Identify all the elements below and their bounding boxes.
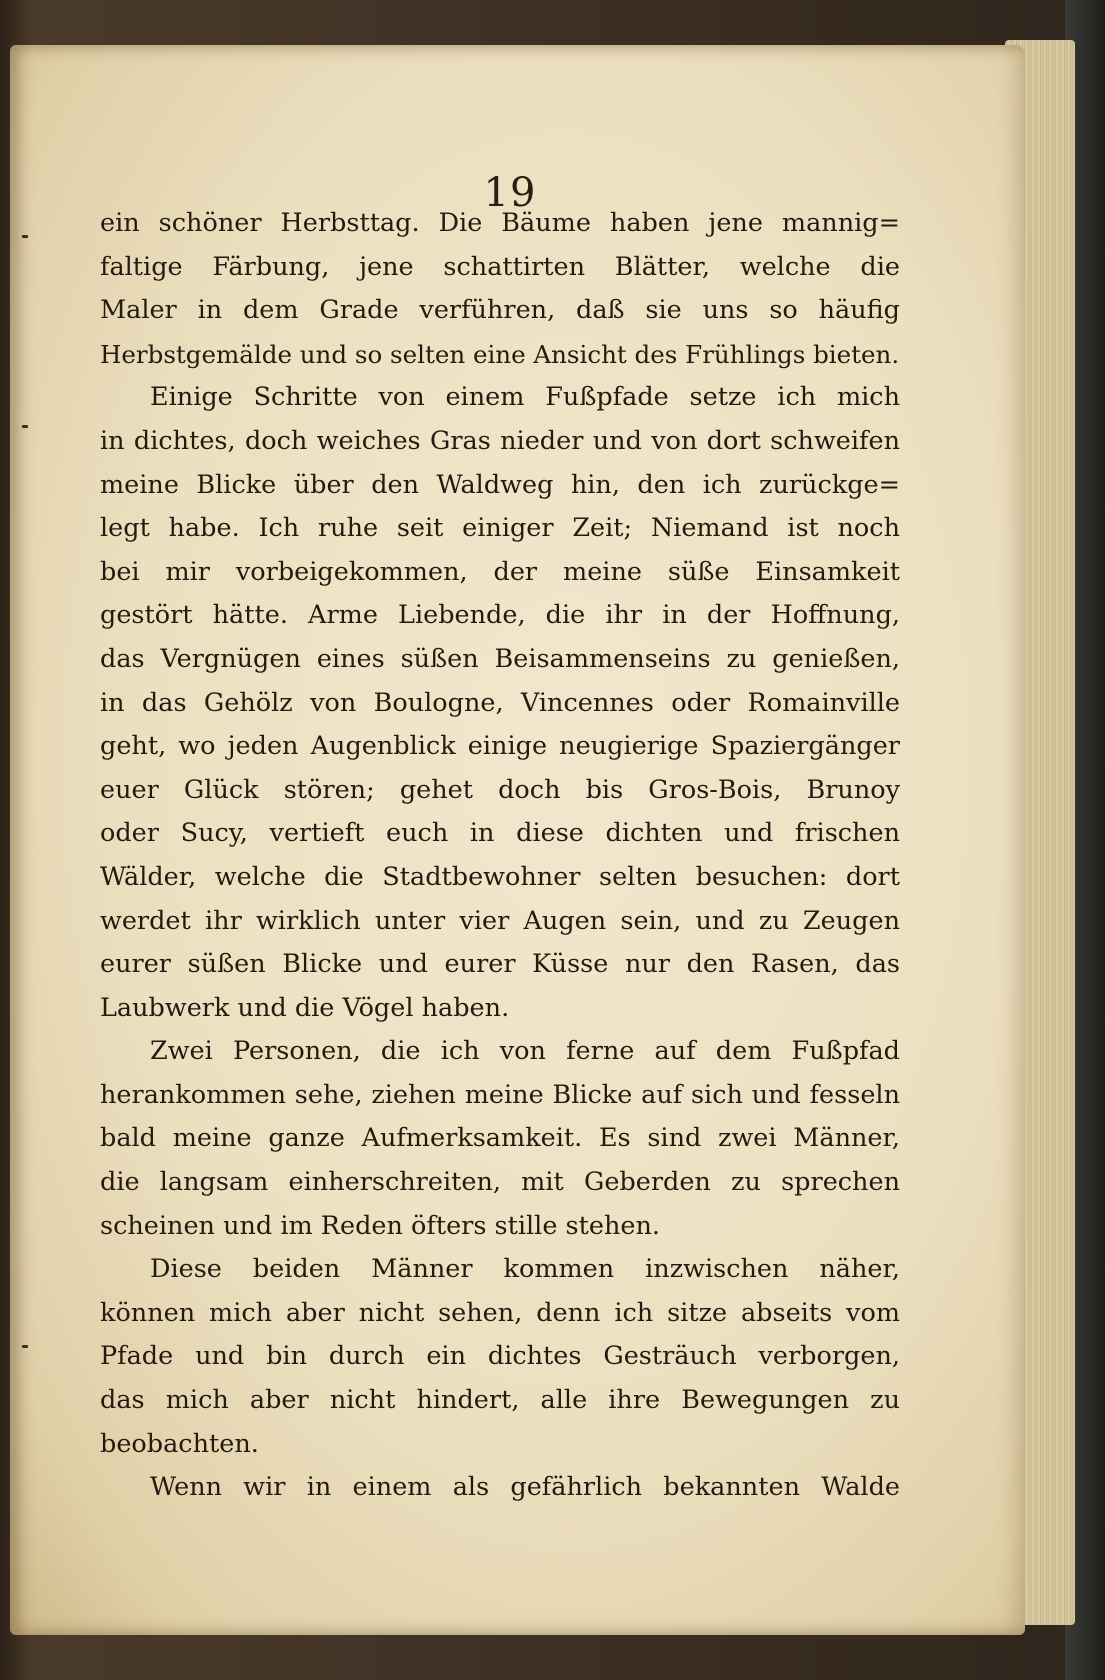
page-number: 19 — [483, 170, 537, 216]
text-line: gestört hätte. Arme Liebende, die ihr in der Hoffnung, — [100, 600, 900, 631]
text-line: Herbstgemälde und so selten eine Ansicht des Frühlings bieten. — [100, 339, 900, 369]
text-line: euer Glück stören; gehet doch bis Gros-Bois, Brunoy — [100, 774, 900, 805]
text-line: bei mir vorbeigekommen, der meine süße Einsamkeit — [100, 556, 900, 587]
text-line: Wenn wir in einem als gefährlich bekannten Walde — [150, 1472, 900, 1503]
text-line: Diese beiden Männer kommen inzwischen näher, — [150, 1254, 900, 1285]
text-line: beobachten. — [100, 1428, 259, 1459]
text-line: in dichtes, doch weiches Gras nieder und von dort schweifen — [100, 425, 900, 456]
text-line: scheinen und im Reden öfters stille stehen. — [100, 1210, 661, 1241]
gutter-mark — [22, 1345, 28, 1348]
text-line: Maler in dem Grade verführen, daß sie uns so häufig — [100, 295, 900, 326]
text-line: Zwei Personen, die ich von ferne auf dem Fußpfad — [150, 1036, 900, 1067]
text-line: geht, wo jeden Augenblick einige neugierige Spaziergänger — [100, 731, 900, 762]
text-line: faltige Färbung, jene schattirten Blätter, welche die — [100, 251, 900, 282]
text-line: bald meine ganze Aufmerksamkeit. Es sind zwei Männer, — [100, 1123, 900, 1154]
text-line: Laubwerk und die Vögel haben. — [100, 992, 510, 1023]
page-body-text — [100, 202, 900, 1510]
text-line: die langsam einherschreiten, mit Geberden zu sprechen — [100, 1167, 900, 1198]
gutter-mark — [22, 235, 28, 238]
text-line: legt habe. Ich ruhe seit einiger Zeit; Niemand ist noch — [100, 513, 900, 544]
text-line: Wälder, welche die Stadtbewohner selten besuchen: dort — [100, 861, 900, 892]
text-line: eurer süßen Blicke und eurer Küsse nur den Rasen, das — [100, 949, 900, 980]
text-line: das Vergnügen eines süßen Beisammenseins zu genießen, — [100, 643, 900, 674]
text-line: das mich aber nicht hindert, alle ihre Bewegungen zu — [100, 1385, 900, 1416]
text-line: können mich aber nicht sehen, denn ich sitze abseits vom — [100, 1297, 900, 1328]
text-line: herankommen sehe, ziehen meine Blicke auf sich und fesseln — [100, 1079, 900, 1110]
gutter-mark — [22, 425, 28, 428]
text-line: ein schöner Herbsttag. Die Bäume haben jene mannig= — [100, 208, 900, 238]
text-line: meine Blicke über den Waldweg hin, den ich zurückge= — [100, 469, 900, 500]
text-line: in das Gehölz von Boulogne, Vincennes oder Romainville — [100, 687, 900, 718]
gutter-marks — [22, 235, 32, 1535]
text-line: oder Sucy, vertieft euch in diese dichten und frischen — [100, 818, 900, 849]
text-line: Einige Schritte von einem Fußpfade setze ich mich — [150, 382, 900, 413]
text-line: werdet ihr wirklich unter vier Augen sein, und zu Zeugen — [100, 905, 900, 936]
text-line: Pfade und bin durch ein dichtes Gesträuch verborgen, — [100, 1341, 900, 1372]
